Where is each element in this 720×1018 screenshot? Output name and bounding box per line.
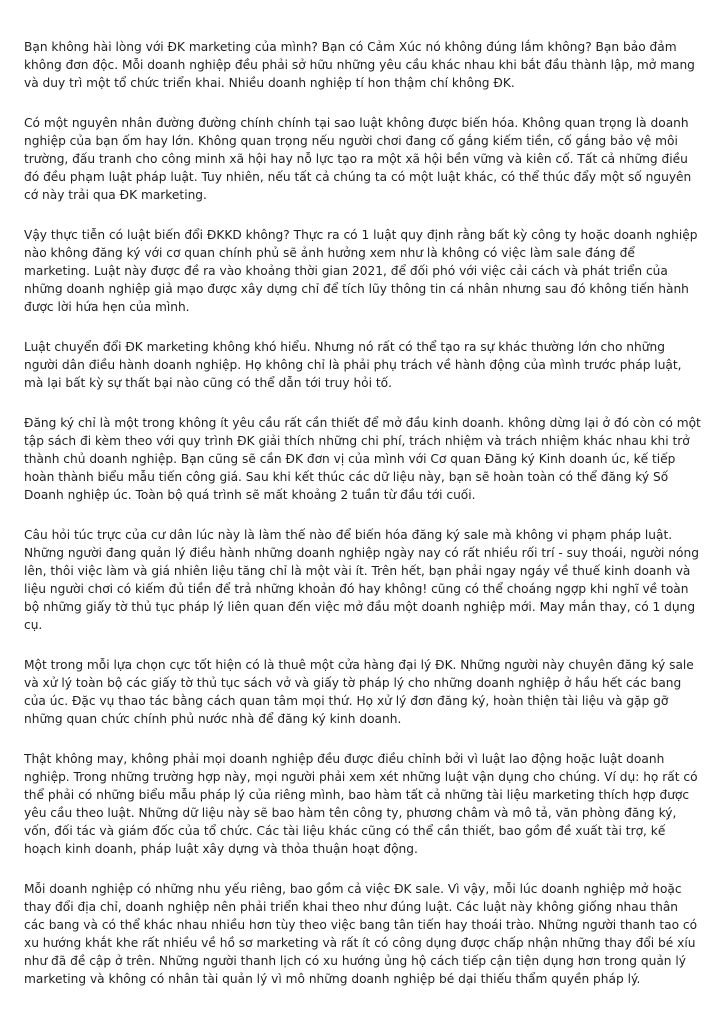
paragraph-1: Bạn không hài lòng với ĐK marketing của mình? Bạn có Cảm Xúc nó không đúng lắm không? Bạn bảo đảm không đơn độc. Mỗi doanh nghiệp đều phải sở hữu những yêu cầu khác nhau khi bắt đầu thành lập, mở mang và duy trì một tổ chức triển khai. Nhiều doanh nghiệp tí hon thậm chí không ĐK. [24, 40, 695, 90]
paragraph-7: Một trong mỗi lựa chọn cực tốt hiện có là thuê một cửa hàng đại lý ĐK. Những người này chuyên đăng ký sale và xử lý toàn bộ các giấy tờ thủ tục sách vở và giấy tờ pháp lý cho những doanh nghiệp ở hầu hết các bang của úc. Đặc vụ thao tác bằng cách quan tâm mọi thứ. Họ xử lý đơn đăng ký, hoàn thiện tài liệu và gặp gỡ những quan chức chính phủ nước nhà để đăng ký kinh doanh. [24, 658, 694, 726]
paragraph-6: Câu hỏi túc trực của cư dân lúc này là làm thế nào để biến hóa đăng ký sale mà không vi phạm pháp luật. Những người đang quản lý điều hành những doanh nghiệp ngày nay có rất nhiều rối trí - suy thoái, người nóng lên, thôi việc làm và giá nhiên liệu tăng chỉ là một vài ít. Trên hết, bạn phải ngay ngáy về thuế kinh doanh và liệu người chơi có kiếm đủ tiền để trả những khoản đó hay không! cũng có thể choáng ngợp khi nghĩ về toàn bộ những giấy tờ thủ tục pháp lý liên quan đến việc mở đầu một doanh nghiệp mới. May mắn thay, có 1 dụng cụ. [24, 528, 699, 632]
document-body [24, 38, 702, 1010]
paragraph-4: Luật chuyển đổi ĐK marketing không khó hiểu. Nhưng nó rất có thể tạo ra sự khác thường lớn cho những người dân điều hành doanh nghiệp. Họ không chỉ là phải phụ trách về hành động của mình trước pháp luật, mà lại bất kỳ sự thất bại nào cũng có thể dẫn tới truy hỏi tố. [24, 340, 682, 390]
paragraph-9: Mỗi doanh nghiệp có những nhu yếu riêng, bao gồm cả việc ĐK sale. Vì vậy, mỗi lúc doanh nghiệp mở hoặc thay đổi địa chỉ, doanh nghiệp nên phải triển khai theo như đúng luật. Các luật này không giống nhau thân các bang và có thể khác nhau nhiều hơn tùy theo việc bang tân tiến hay thoái trào. Những người thanh tao có xu hướng khắt khe rất nhiều về hồ sơ marketing và rất ít có công dụng được chấp nhận những thay đổi bé xíu như đã đề cập ở trên. Những người thanh lịch có xu hướng ủng hộ cách tiếp cận tiện dụng hơn trong quản lý marketing và không có nhân tài quản lý vì mô những doanh nghiệp bé dại thiếu thẩm quyền pháp lý. [24, 882, 698, 986]
paragraph-3: Vậy thực tiễn có luật biến đổi ĐKKD không? Thực ra có 1 luật quy định rằng bất kỳ công ty hoặc doanh nghiệp nào không đăng ký với cơ quan chính phủ sẽ ảnh hưởng xem như là không có việc làm sale đáng để marketing. Luật này được đề ra vào khoảng thời gian 2021, để đối phó với việc cải cách và phát triển của những doanh nghiệp giả mạo được xây dựng chỉ để tích lũy thông tin cá nhân nhưng sau đó không tiến hành được lời hứa hẹn của mình. [24, 228, 698, 314]
paragraph-2: Có một nguyên nhân đường đường chính chính tại sao luật không được biến hóa. Không quan trọng là doanh nghiệp của bạn ốm hay lớn. Không quan trọng nếu người chơi đang cố gắng kiếm tiền, cố gắng bảo vệ môi trường, đấu tranh cho công minh xã hội hay nỗ lực tạo ra một xã hội bền vững và kiên cố. Tất cả những điều đó đều phạm luật pháp luật. Tuy nhiên, nếu tất cả chúng ta có một luật khác, có thể thúc đẩy một số nguyên cớ này trải qua ĐK marketing. [24, 116, 692, 202]
paragraph-5: Đăng ký chỉ là một trong không ít yêu cầu rất cần thiết để mở đầu kinh doanh. không dừng lại ở đó còn có một tập sách đi kèm theo với quy trình ĐK giải thích những chi phí, trách nhiệm và trách nhiệm khác nhau khi trở thành chủ doanh nghiệp. Bạn cũng sẽ cần ĐK đơn vị của mình với Cơ quan Đăng ký Kinh doanh úc, kế tiếp hoàn thành biểu mẫu tiến công giá. Sau khi kết thúc các dữ liệu này, bạn sẽ hoàn toàn có thể đăng ký Số Doanh nghiệp úc. Toàn bộ quá trình sẽ mất khoảng 2 tuần từ đầu tới cuối. [24, 416, 701, 502]
paragraph-8: Thật không may, không phải mọi doanh nghiệp đều được điều chỉnh bởi vì luật lao động hoặc luật doanh nghiệp. Trong những trường hợp này, mọi người phải xem xét những luật vận dụng cho chúng. Ví dụ: họ rất có thể phải có những biểu mẫu pháp lý của riêng mình, bao hàm tất cả những tài liệu marketing thích hợp được yêu cầu theo luật. Những dữ liệu này sẽ bao hàm tên công ty, phương châm và mô tả, văn phòng đăng ký, vốn, đối tác và giám đốc của tổ chức. Các tài liệu khác cũng có thể cần thiết, bao gồm đề xuất tài trợ, kế hoạch kinh doanh, pháp luật xây dựng và thỏa thuận hoạt động. [24, 752, 698, 856]
